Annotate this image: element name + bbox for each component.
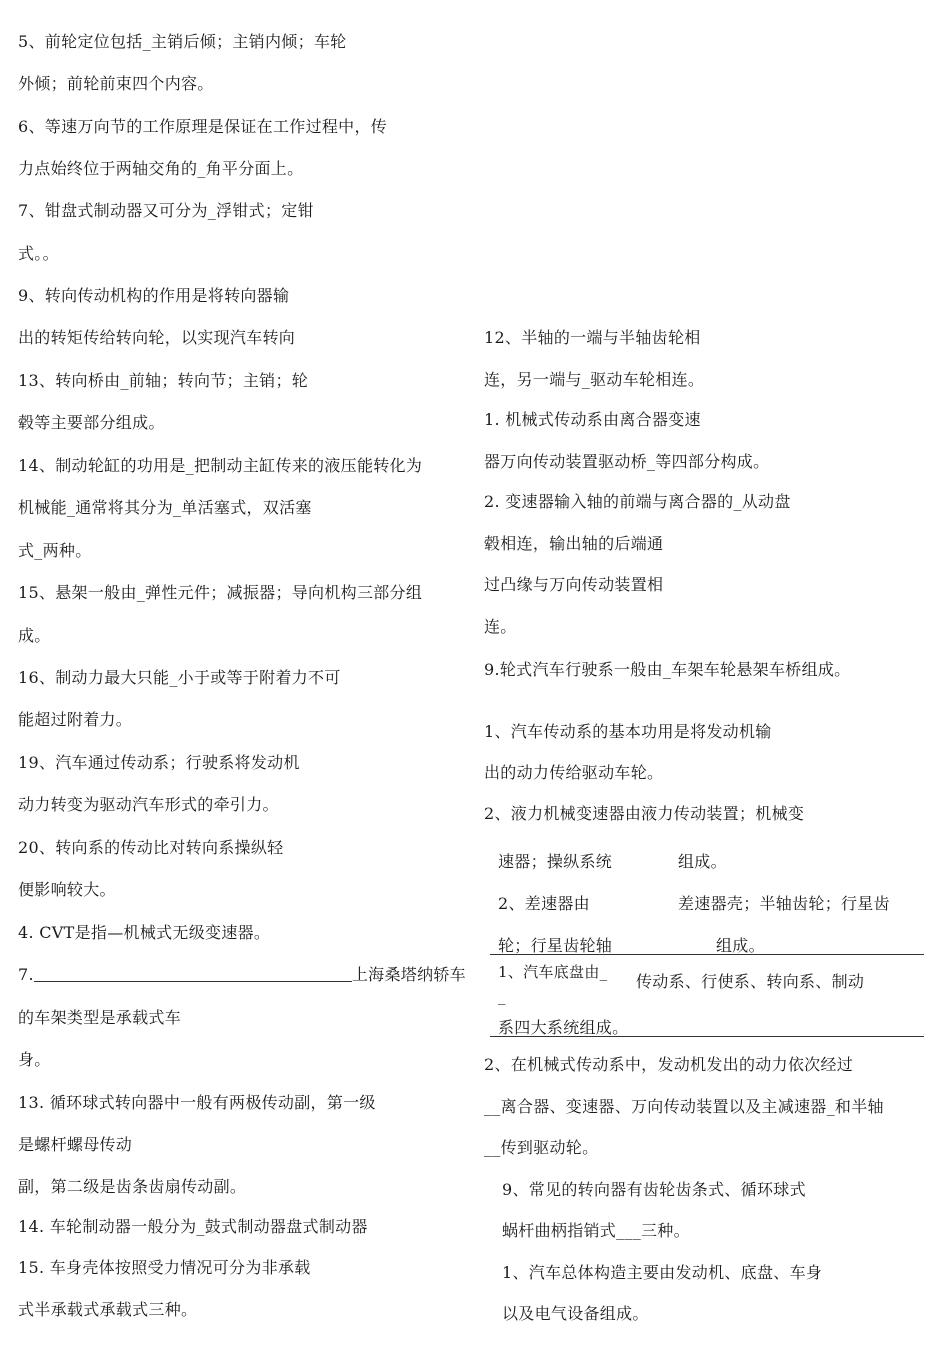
text-line: 13、转向桥由_前轴；转向节；主销；轮: [18, 371, 309, 390]
table-rule: [490, 954, 924, 955]
text-line: 9、转向传动机构的作用是将转向器输: [18, 286, 290, 305]
answer-blank: [34, 965, 352, 982]
text-line: 式。。: [18, 244, 59, 263]
text-line: 9.轮式汽车行驶系一般由_车架车轮悬架车桥组成。: [484, 660, 851, 679]
text-line: 蜗杆曲柄指销式___三种。: [502, 1221, 690, 1240]
text-line: 4. CVT是指—机械式无级变速器。: [18, 923, 271, 942]
table-cell: 组成。: [716, 936, 765, 955]
text-line: 是螺杆螺母传动: [18, 1135, 133, 1154]
text-line: 9、常见的转向器有齿轮齿条式、循环球式: [502, 1180, 806, 1199]
text-line: 式半承载式承载式三种。: [18, 1300, 198, 1319]
text-line: 16、制动力最大只能_小于或等于附着力不可: [18, 668, 341, 687]
text-line: 力点始终位于两轴交角的_角平分面上。: [18, 159, 304, 178]
table-cell: 轮；行星齿轮轴: [498, 936, 613, 955]
text-line: 外倾；前轮前束四个内容。: [18, 74, 214, 93]
question-7-suffix: 上海桑塔纳轿车: [351, 965, 466, 984]
text-line: 20、转向系的传动比对转向系操纵轻: [18, 838, 284, 857]
text-line: 动力转变为驱动汽车形式的牵引力。: [18, 795, 279, 814]
text-line: 连，另一端与_驱动车轮相连。: [484, 370, 705, 389]
text-line: 1、汽车总体构造主要由发动机、底盘、车身: [502, 1263, 823, 1282]
table-cell: 1、汽车底盘由_: [498, 963, 608, 981]
table-cell: 差速器壳；半轴齿轮；行星齿: [678, 894, 890, 913]
text-line: 15. 车身壳体按照受力情况可分为非承载: [18, 1258, 311, 1277]
text-line: 出的动力传给驱动车轮。: [484, 763, 664, 782]
text-line: 1. 机械式传动系由离合器变速: [484, 410, 701, 429]
text-line: 5、前轮定位包括_主销后倾；主销内倾；车轮: [18, 32, 347, 51]
text-line: 19、汽车通过传动系；行驶系将发动机: [18, 753, 300, 772]
text-line: 器万向传动装置驱动桥_等四部分构成。: [484, 452, 770, 471]
table-cell: 组成。: [678, 852, 727, 871]
text-line: 身。: [18, 1050, 51, 1069]
table-cell: 传动系、行使系、转向系、制动: [636, 972, 865, 991]
text-line: 1、汽车传动系的基本功用是将发动机输: [484, 722, 772, 741]
text-line: 成。: [18, 626, 51, 645]
table-cell: 系四大系统组成。: [498, 1018, 629, 1037]
text-line: 2、在机械式传动系中，发动机发出的动力依次经过: [484, 1055, 854, 1074]
table-rule: [490, 1036, 924, 1037]
text-line: 的车架类型是承载式车: [18, 1008, 182, 1027]
text-line: __离合器、变速器、万向传动装置以及主减速器_和半轴: [484, 1097, 884, 1116]
text-line: 出的转矩传给转向轮，以实现汽车转向: [18, 328, 296, 347]
table-cell: _: [498, 987, 506, 1005]
question-7-line: [18, 965, 466, 985]
text-line: 能超过附着力。: [18, 710, 133, 729]
text-line: 过凸缘与万向传动装置相: [484, 575, 664, 594]
text-line: 14. 车轮制动器一般分为_鼓式制动器盘式制动器: [18, 1217, 368, 1236]
table-cell: 速器；操纵系统: [498, 852, 613, 871]
text-line: 7、钳盘式制动器又可分为_浮钳式；定钳: [18, 201, 314, 220]
text-line: 式_两种。: [18, 541, 92, 560]
text-line: 副，第二级是齿条齿扇传动副。: [18, 1177, 247, 1196]
text-line: 13. 循环球式转向器中一般有两极传动副，第一级: [18, 1093, 376, 1112]
text-line: 连。: [484, 617, 517, 636]
text-line: 毂相连，输出轴的后端通: [484, 534, 664, 553]
text-line: 毂等主要部分组成。: [18, 413, 165, 432]
text-line: 以及电气设备组成。: [502, 1304, 649, 1323]
question-7-prefix: 7.: [18, 965, 34, 984]
text-line: 6、等速万向节的工作原理是保证在工作过程中，传: [18, 117, 388, 136]
table-cell: 2、差速器由: [498, 894, 590, 913]
text-line: 机械能_通常将其分为_单活塞式，双活塞: [18, 498, 312, 517]
text-line: 2. 变速器输入轴的前端与离合器的_从动盘: [484, 492, 791, 511]
text-line: 15、悬架一般由_弹性元件；减振器；导向机构三部分组: [18, 583, 423, 602]
text-line: __传到驱动轮。: [484, 1138, 599, 1157]
text-line: 12、半轴的一端与半轴齿轮相: [484, 328, 701, 347]
text-line: 便影响较大。: [18, 880, 116, 899]
text-line: 2、液力机械变速器由液力传动装置；机械变: [484, 804, 805, 823]
text-line: 14、制动轮缸的功用是_把制动主缸传来的液压能转化为: [18, 456, 423, 475]
